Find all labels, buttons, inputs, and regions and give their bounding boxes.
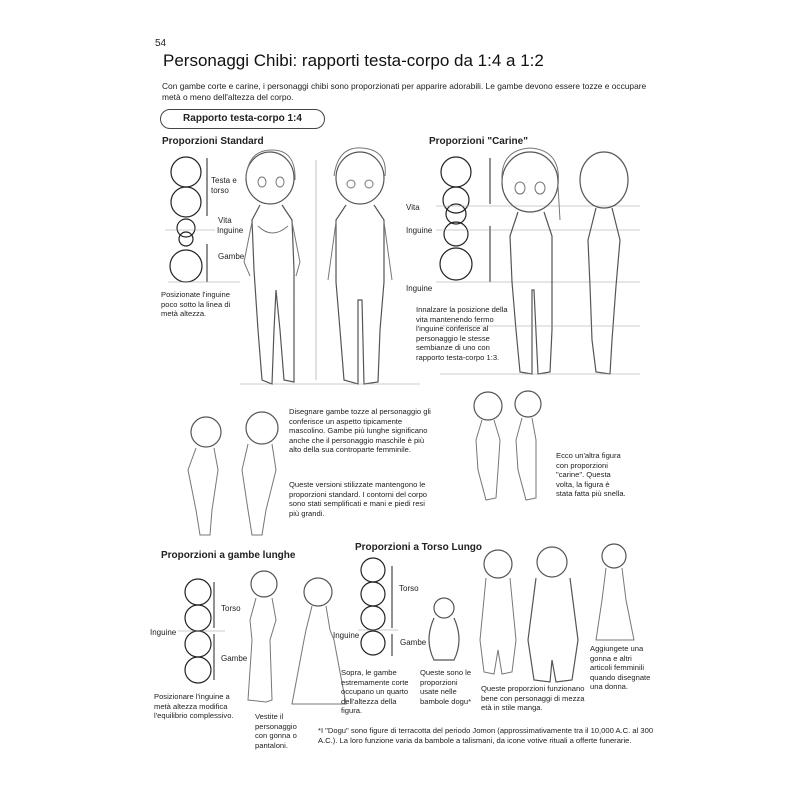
note-crotch-position: Posizionate l'inguine poco sotto la linea di metà altezza.: [161, 290, 231, 319]
label-torso-crotch: Inguine: [333, 631, 360, 640]
long-torso-circle-stack: [358, 558, 398, 656]
footnote: *I "Dogu" sono figure di terracotta del periodo Jomon (approssimativamente tra il 10,000 A.C. al 300 A.C.). La loro funzione varia da bambole a talismani, da icone votive rituali a offerte funerarie.: [318, 726, 654, 745]
label-crotch-right: Inguine: [406, 284, 433, 293]
note-dress: Vestite il personaggio con gonna o pantaloni.: [255, 712, 297, 750]
note-short-legs: Sopra, le gambe estremamente corte occupano un quarto dell'altezza della figura.: [341, 668, 409, 716]
standard-heading: Proporzioni Standard: [162, 136, 264, 147]
note-skirt: Aggiungete una gonna e altri articoli femminili quando disegnate una donna.: [590, 644, 651, 692]
label-long-crotch: Inguine: [150, 628, 177, 637]
page-title: Personaggi Chibi: rapporti testa-corpo da 1:4 a 1:2: [163, 51, 544, 70]
label-cute-waist: Vita: [406, 203, 420, 212]
label-long-torso: Torso: [221, 604, 241, 613]
long-legs-circle-stack: [178, 579, 225, 683]
label-long-legs: Gambe: [221, 654, 248, 663]
cute-small-pair-sketch: [474, 391, 541, 500]
note-balance: Posizionare l'inguine a metà altezza modifica l'equilibrio complessivo.: [154, 692, 234, 721]
ratio-label: Rapporto testa-corpo 1:4: [160, 109, 325, 129]
standard-boy-sketch: [240, 148, 420, 384]
note-dogu: Queste sono le proporzioni usate nelle bambole dogu*: [420, 668, 472, 706]
page-number: 54: [155, 38, 167, 49]
note-raise-waist: Innalzare la posizione della vita mantenendo fermo l'inguine conferisce al personaggio le stesse sembianze di uno con rapporto testa-corpo 1:3.: [416, 305, 508, 362]
label-crotch: Inguine: [217, 226, 244, 235]
standard-girl-sketch: [244, 150, 300, 384]
long-torso-heading: Proporzioni a Torso Lungo: [355, 542, 483, 553]
cute-heading: Proporzioni "Carine": [429, 136, 528, 147]
label-waist: Vita: [218, 216, 232, 225]
note-middle-age: Queste proporzioni funzionano bene con personaggi di mezza età in stile manga.: [481, 684, 585, 713]
long-legs-heading: Proporzioni a gambe lunghe: [161, 550, 296, 561]
intro-paragraph: Con gambe corte e carine, i personaggi chibi sono proporzionati per apparire adorabili. Le gambe devono essere tozze e occupare metà o meno dell'altezza del corpo.: [162, 81, 647, 102]
label-cute-crotch: Inguine: [406, 226, 433, 235]
label-head-torso: Testa e torso: [211, 176, 237, 195]
cute-circle-stack: [436, 157, 640, 282]
note-another-cute: Ecco un'altra figura con proporzioni "carine". Questa volta, la figura è stata fatta più snella.: [556, 451, 626, 499]
long-legs-figures-sketch: [248, 571, 346, 704]
label-torso-torso: Torso: [399, 584, 419, 593]
chibi-pair-sketch: [188, 412, 278, 535]
label-legs: Gambe: [218, 252, 245, 261]
note-simplified: Queste versioni stilizzate mantengono le proporzioni standard. I contorni del corpo sono stati semplificati e mani e piedi resi più grandi.: [289, 480, 428, 518]
note-stocky-legs: Disegnare gambe tozze al personaggio gli conferisce un aspetto tipicamente mascolino. Gambe più lunghe significano anche che il personaggio maschile è più alto della sua controparte femminile.: [289, 407, 431, 455]
label-torso-legs: Gambe: [400, 638, 427, 647]
